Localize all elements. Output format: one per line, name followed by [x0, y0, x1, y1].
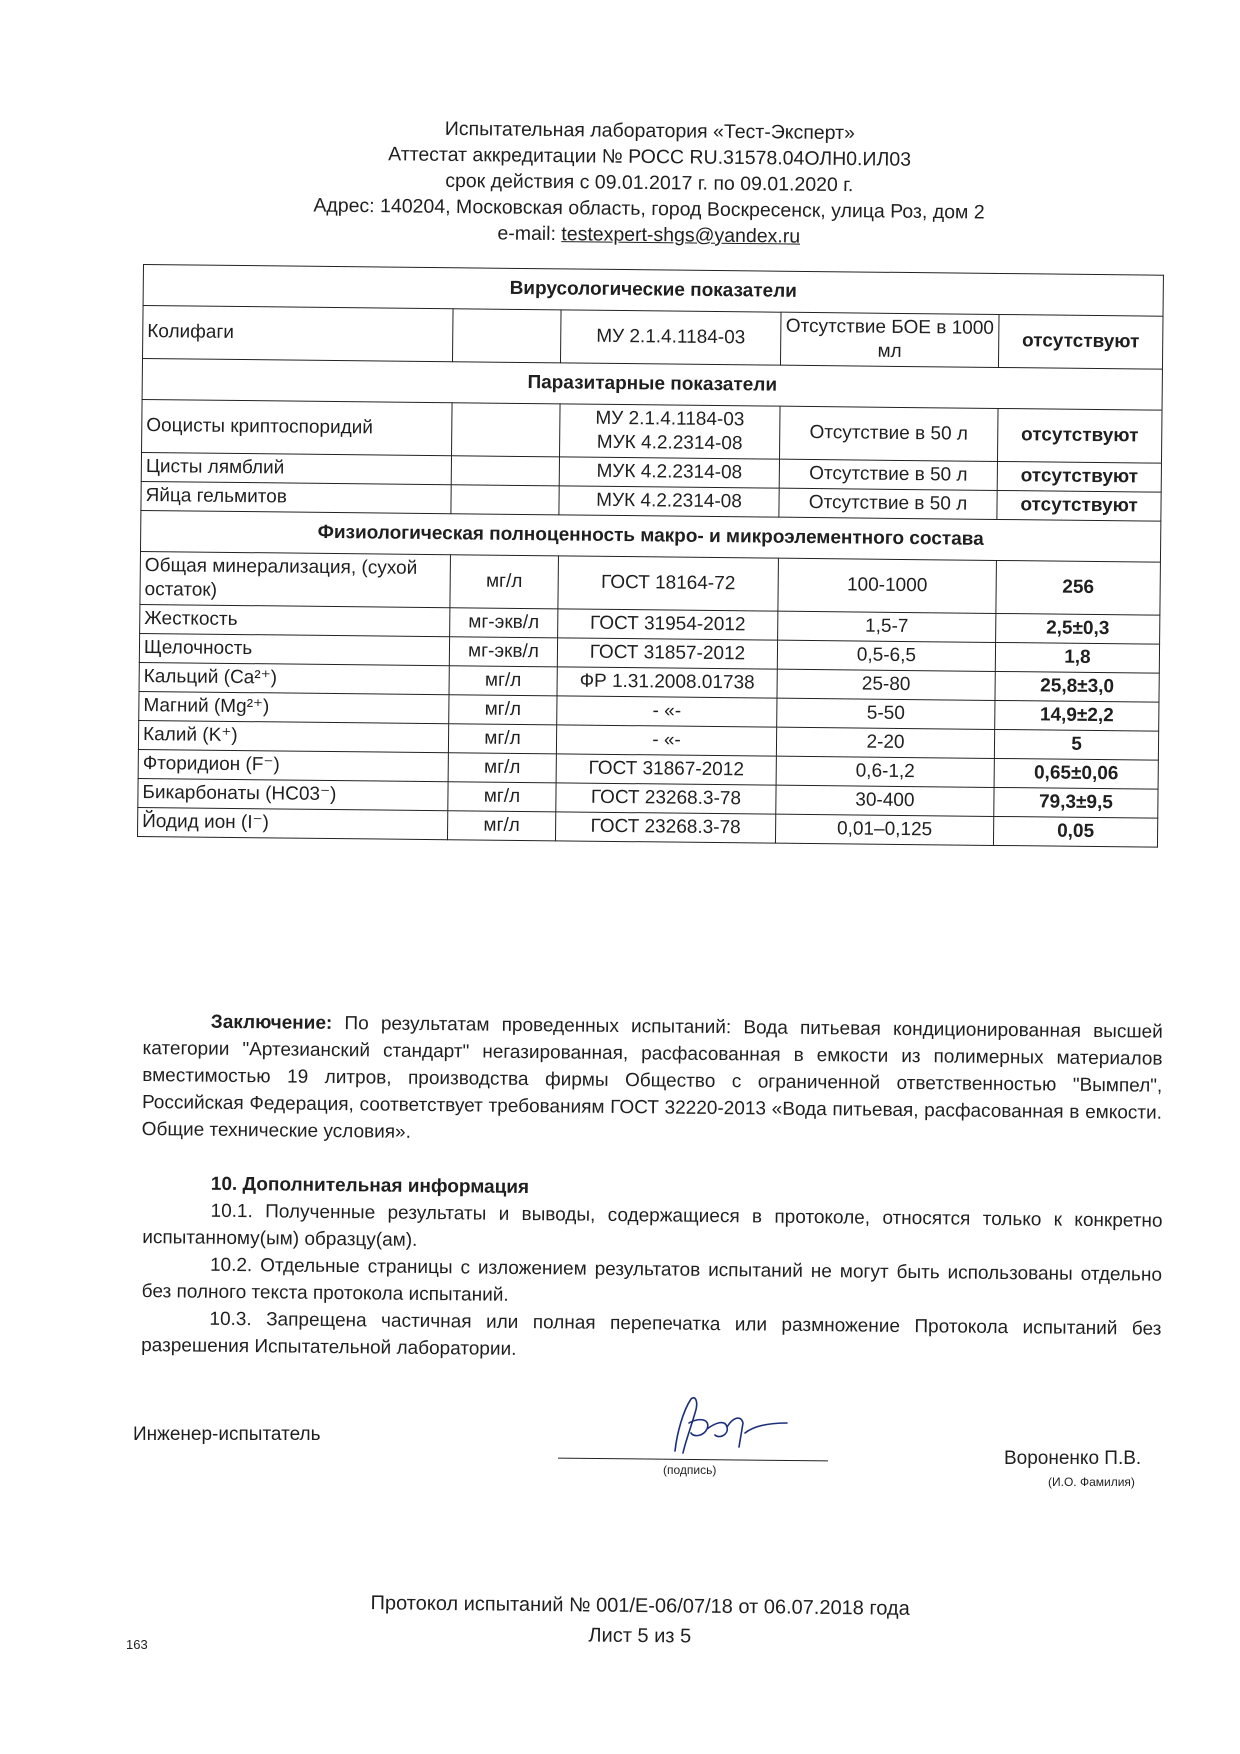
method-cell: ГОСТ 23268.3-78 [556, 783, 776, 814]
indicator-name-cell: Яйца гельмитов [141, 481, 451, 513]
indicator-name-cell: Ооцисты криптоспоридий [142, 399, 453, 455]
result-cell: отсутствуют [997, 490, 1161, 521]
method-cell: - «- [556, 725, 776, 756]
result-cell: 0,05 [993, 816, 1157, 847]
norm-cell: Отсутствие в 50 л [779, 459, 997, 490]
lab-name: Испытательная лаборатория «Тест-Эксперт» [444, 117, 855, 145]
unit-cell: мг-экв/л [449, 637, 557, 667]
indicator-name-cell: Бикарбонаты (HC03⁻) [138, 778, 448, 810]
norm-cell: 2-20 [776, 727, 994, 758]
method-cell: ГОСТ 31857-2012 [557, 638, 777, 669]
norm-cell: 0,01–0,125 [775, 814, 993, 845]
result-cell: 2,5±0,3 [996, 613, 1160, 644]
indicator-name-cell: Йодид ион (I⁻) [138, 807, 448, 839]
indicator-name-cell: Цисты лямблий [141, 452, 451, 484]
method-cell: МУ 2.1.4.1184-03 [560, 310, 781, 365]
method-cell: МУ 2.1.4.1184-03 МУК 4.2.2314-08 [560, 404, 781, 459]
sheet-number: Лист 5 из 5 [588, 1624, 692, 1648]
norm-cell: Отсутствие в 50 л [779, 406, 998, 461]
result-cell: 256 [996, 560, 1161, 615]
method-cell: ГОСТ 23268.3-78 [555, 812, 775, 843]
indicator-name-cell: Фторидион (F⁻) [138, 749, 448, 781]
norm-cell: 5-50 [777, 698, 995, 729]
indicator-name-cell: Магний (Mg²⁺) [139, 691, 449, 723]
signature-caption: (подпись) [663, 1463, 717, 1477]
result-cell: 1,8 [995, 642, 1159, 673]
additional-info-item: 10.2. Отдельные страницы с изложением результатов испытаний не могут быть использованы отдельно без полного текста протокола испытаний. [141, 1254, 1163, 1306]
method-cell: МУК 4.2.2314-08 [559, 457, 779, 488]
result-cell: отсутствуют [997, 461, 1161, 492]
result-cell: 0,65±0,06 [994, 758, 1158, 789]
result-cell: отсутствуют [997, 408, 1162, 463]
email-link[interactable]: testexpert-shgs@yandex.ru [561, 223, 801, 248]
method-cell: ФР 1.31.2008.01738 [557, 667, 777, 698]
method-cell: ГОСТ 18164-72 [558, 556, 779, 611]
norm-cell: 30-400 [776, 785, 994, 816]
result-cell: 5 [994, 729, 1158, 760]
signer-role: Инженер-испытатель [133, 1424, 321, 1445]
unit-cell: мг-экв/л [450, 608, 558, 638]
result-cell: 25,8±3,0 [995, 671, 1159, 702]
result-cell: 79,3±9,5 [994, 787, 1158, 818]
norm-cell: Отсутствие БОЕ в 1000 мл [780, 312, 999, 367]
result-cell: отсутствуют [998, 314, 1163, 369]
conclusion-label: Заключение: [210, 1011, 333, 1034]
unit-cell: мг/л [448, 782, 556, 812]
result-cell: 14,9±2,2 [995, 700, 1159, 731]
signer-name: Вороненко П.В. [1004, 1448, 1142, 1469]
unit-cell: мг/л [448, 724, 556, 754]
accreditation-validity: срок действия с 09.01.2017 г. по 09.01.2020 г. [445, 169, 854, 197]
protocol-number: Протокол испытаний № 001/Е-06/07/18 от 06.07.2018 года [370, 1592, 910, 1620]
additional-info-item: 10.3. Запрещена частичная или полная перепечатка или размножение Протокола испытаний без разрешения Испытательной лаборатории. [141, 1308, 1162, 1360]
unit-cell: мг/л [447, 811, 555, 841]
indicator-name-cell: Щелочность [139, 633, 449, 665]
section-title: Вирусологические показатели [143, 265, 1163, 317]
indicator-name-cell: Колифаги [143, 306, 454, 362]
unit-cell: мг/л [449, 695, 557, 725]
indicator-name-cell: Калий (K⁺) [138, 720, 448, 752]
accreditation-number: Аттестат аккредитации № РОСС RU.31578.04ОЛН0.ИЛ03 [388, 143, 912, 171]
indicator-name-cell: Кальций (Ca²⁺) [139, 662, 449, 694]
protocol-footer [340, 1588, 941, 1654]
method-cell: МУК 4.2.2314-08 [559, 486, 779, 517]
email-label: e-mail: [497, 222, 562, 246]
indicator-name-cell: Жесткость [140, 604, 450, 636]
additional-info-item: 10.1. Полученные результаты и выводы, содержащиеся в протоколе, относятся только к конкретно испытанному(ым) образцу(ам). [142, 1200, 1163, 1251]
additional-info-heading: 10. Дополнительная информация [210, 1173, 530, 1199]
handwritten-signature [655, 1393, 805, 1473]
lab-address: Адрес: 140204, Московская область, город Воскресенск, улица Роз, дом 2 [313, 194, 985, 224]
unit-cell: мг/л [448, 753, 556, 783]
page-number: 163 [126, 1637, 148, 1652]
method-cell: - «- [557, 696, 777, 727]
norm-cell: Отсутствие в 50 л [779, 488, 997, 519]
norm-cell: 1,5-7 [778, 611, 996, 642]
norm-cell: 25-80 [777, 669, 995, 700]
norm-cell: 100-1000 [778, 558, 997, 613]
section-title: Паразитарные показатели [142, 359, 1162, 411]
unit-cell: мг/л [449, 666, 557, 696]
unit-cell: мг/л [450, 555, 559, 609]
method-cell: ГОСТ 31954-2012 [558, 609, 778, 640]
section-title: Физиологическая полноценность макро- и микроэлементного состава [140, 510, 1160, 562]
norm-cell: 0,5-6,5 [777, 640, 995, 671]
signer-name-caption: (И.О. Фамилия) [1048, 1475, 1135, 1489]
conclusion-text: По результатам проведенных испытаний: Вода питьевая кондиционированная высшей категории "Артезианский стандарт" негазированная, расфасованная в емкости из полимерных материалов вместимостью 19 литров, производства фирмы Общество с ограниченной ответственностью "Вымпел", Российская Федерация, соответствует требованиям ГОСТ 32220-2013 «Вода питьевая, расфасованная в емкости. Общие технические условия». [141, 1012, 1163, 1143]
indicator-name-cell: Общая минерализация, (сухой остаток) [140, 551, 451, 607]
method-cell: ГОСТ 31867-2012 [556, 754, 776, 785]
norm-cell: 0,6-1,2 [776, 756, 994, 787]
